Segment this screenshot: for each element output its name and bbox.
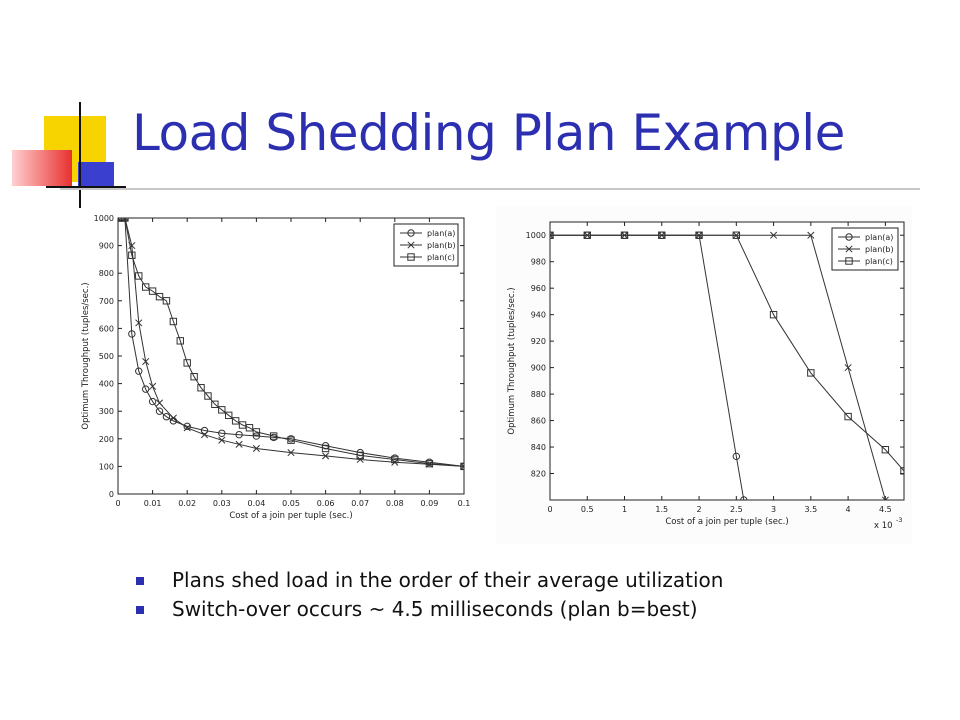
x-tick-label: 0.04 <box>247 499 266 508</box>
legend-label: plan(c) <box>427 253 455 262</box>
slide-title: Load Shedding Plan Example <box>132 104 845 162</box>
y-tick-label: 900 <box>530 363 546 373</box>
x-tick-label: 0 <box>547 505 553 514</box>
legend-label: plan(c) <box>865 257 893 266</box>
y-tick-label: 820 <box>530 469 546 479</box>
x-tick-label: 0.02 <box>178 499 197 508</box>
y-tick-label: 200 <box>98 434 114 444</box>
chart-left-svg <box>64 210 496 528</box>
x-multiplier-label: x 10 <box>874 521 893 531</box>
x-tick-label: 0.03 <box>212 499 231 508</box>
y-axis-label: Optimum Throughput (tuples/sec.) <box>81 282 91 430</box>
x-tick-label: 2.5 <box>729 505 743 514</box>
x-tick-label: 3.5 <box>804 505 818 514</box>
y-tick-label: 880 <box>530 390 546 400</box>
x-multiplier-exponent: -3 <box>896 516 903 524</box>
y-tick-label: 980 <box>530 257 546 267</box>
bullet-item <box>132 566 723 595</box>
y-tick-label: 700 <box>98 296 114 306</box>
bullet-text: Plans shed load in the order of their average utilization <box>172 568 724 592</box>
y-tick-label: 960 <box>530 284 546 294</box>
decor-red-square <box>12 150 72 186</box>
x-tick-label: 0.07 <box>351 499 370 508</box>
x-tick-label: 4 <box>845 505 851 514</box>
x-tick-label: 2 <box>696 505 702 514</box>
y-tick-label: 800 <box>98 269 114 279</box>
y-tick-label: 840 <box>530 443 546 453</box>
x-tick-label: 1.5 <box>655 505 669 514</box>
y-tick-label: 400 <box>98 379 114 389</box>
bullet-list <box>132 566 723 624</box>
y-tick-label: 1000 <box>525 231 546 241</box>
legend-label: plan(b) <box>865 245 894 254</box>
y-tick-label: 600 <box>98 324 114 334</box>
x-tick-label: 0.06 <box>316 499 335 508</box>
bullet-item <box>132 595 723 624</box>
chart-right-svg <box>496 206 912 544</box>
chart-left <box>64 210 496 528</box>
legend-label: plan(a) <box>865 233 894 242</box>
x-tick-label: 0.1 <box>457 499 471 508</box>
x-tick-label: 0.05 <box>282 499 300 508</box>
x-axis-label: Cost of a join per tuple (sec.) <box>665 517 789 527</box>
bullet-icon <box>136 577 144 585</box>
y-tick-label: 500 <box>98 352 114 361</box>
y-tick-label: 0 <box>108 490 114 499</box>
x-tick-label: 4.5 <box>879 505 892 514</box>
y-tick-label: 100 <box>98 462 114 472</box>
legend-label: plan(b) <box>427 241 456 250</box>
y-tick-label: 920 <box>530 337 546 347</box>
x-tick-label: 0.08 <box>385 499 404 508</box>
y-tick-label: 900 <box>98 241 114 251</box>
y-tick-label: 940 <box>530 310 546 320</box>
decor-blue-square <box>78 162 114 188</box>
x-tick-label: 0.01 <box>143 499 162 508</box>
decor-vertical-line <box>79 102 81 208</box>
x-axis-label: Cost of a join per tuple (sec.) <box>229 511 353 521</box>
bullet-icon <box>136 606 144 614</box>
chart-right <box>496 206 912 544</box>
x-tick-label: 0.5 <box>580 505 594 514</box>
x-tick-label: 1 <box>621 505 628 514</box>
x-tick-label: 3 <box>771 505 777 514</box>
y-axis-label: Optimum Throughput (tuples/sec.) <box>507 287 517 435</box>
bullet-text: Switch-over occurs ~ 4.5 milliseconds (plan b=best) <box>172 597 698 621</box>
x-tick-label: 0.09 <box>420 499 439 508</box>
legend-label: plan(a) <box>427 229 456 238</box>
y-tick-label: 300 <box>98 407 114 417</box>
y-tick-label: 860 <box>530 416 546 426</box>
y-tick-label: 1000 <box>93 214 114 223</box>
x-tick-label: 0 <box>115 499 121 508</box>
title-divider <box>60 188 920 190</box>
